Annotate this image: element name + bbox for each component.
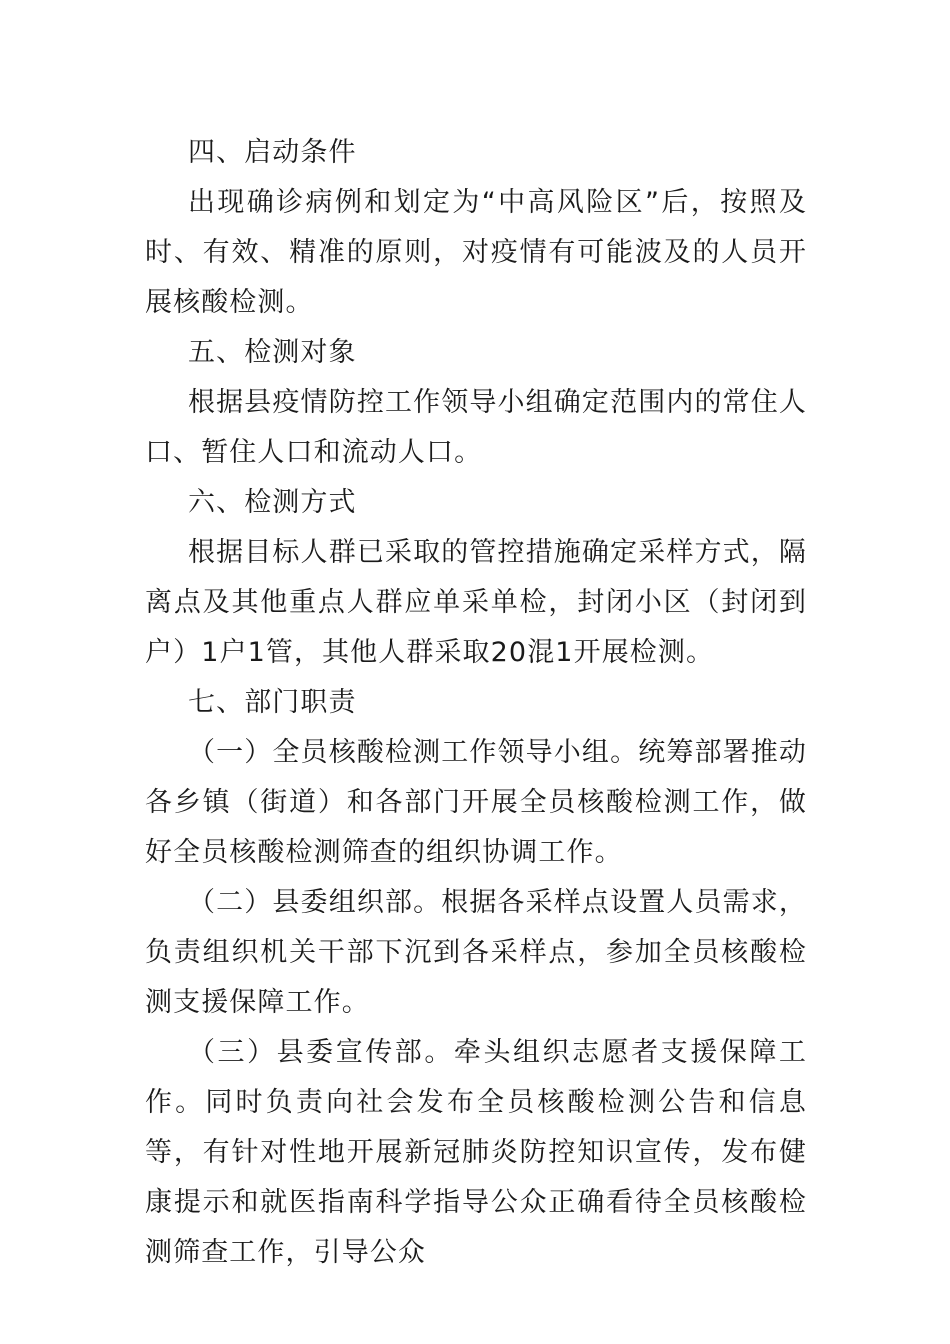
section-heading-startup-conditions: 四、启动条件 bbox=[188, 137, 357, 168]
paragraph-test-subjects: 根据县疫情防控工作领导小组确定范围内的常住人口、暂住人口和流动人口。 bbox=[145, 387, 807, 468]
section-heading-department-duties: 七、部门职责 bbox=[188, 687, 357, 718]
paragraph-startup-conditions: 出现确诊病例和划定为“中高风险区”后，按照及时、有效、精准的原则，对疫情有可能波及的人员开展核酸检测。 bbox=[145, 187, 807, 318]
paragraph-duty-leading-group: （一）全员核酸检测工作领导小组。统筹部署推动各乡镇（街道）和各部门开展全员核酸检测工作，做好全员核酸检测筛查的组织协调工作。 bbox=[145, 737, 807, 868]
paragraph-test-method: 根据目标人群已采取的管控措施确定采样方式，隔离点及其他重点人群应单采单检，封闭小区（封闭到户）1户1管，其他人群采取20混1开展检测。 bbox=[145, 537, 807, 668]
paragraph-duty-publicity-dept: （三）县委宣传部。牵头组织志愿者支援保障工作。同时负责向社会发布全员核酸检测公告和信息等，有针对性地开展新冠肺炎防控知识宣传，发布健康提示和就医指南科学指导公众正确看待全员核酸检测筛查工作，引导公众 bbox=[145, 1037, 807, 1268]
section-heading-test-subjects: 五、检测对象 bbox=[188, 337, 357, 368]
paragraph-duty-organization-dept: （二）县委组织部。根据各采样点设置人员需求，负责组织机关干部下沉到各采样点，参加全员核酸检测支援保障工作。 bbox=[145, 887, 807, 1018]
document-body bbox=[145, 128, 807, 1278]
section-heading-test-method: 六、检测方式 bbox=[188, 487, 357, 518]
